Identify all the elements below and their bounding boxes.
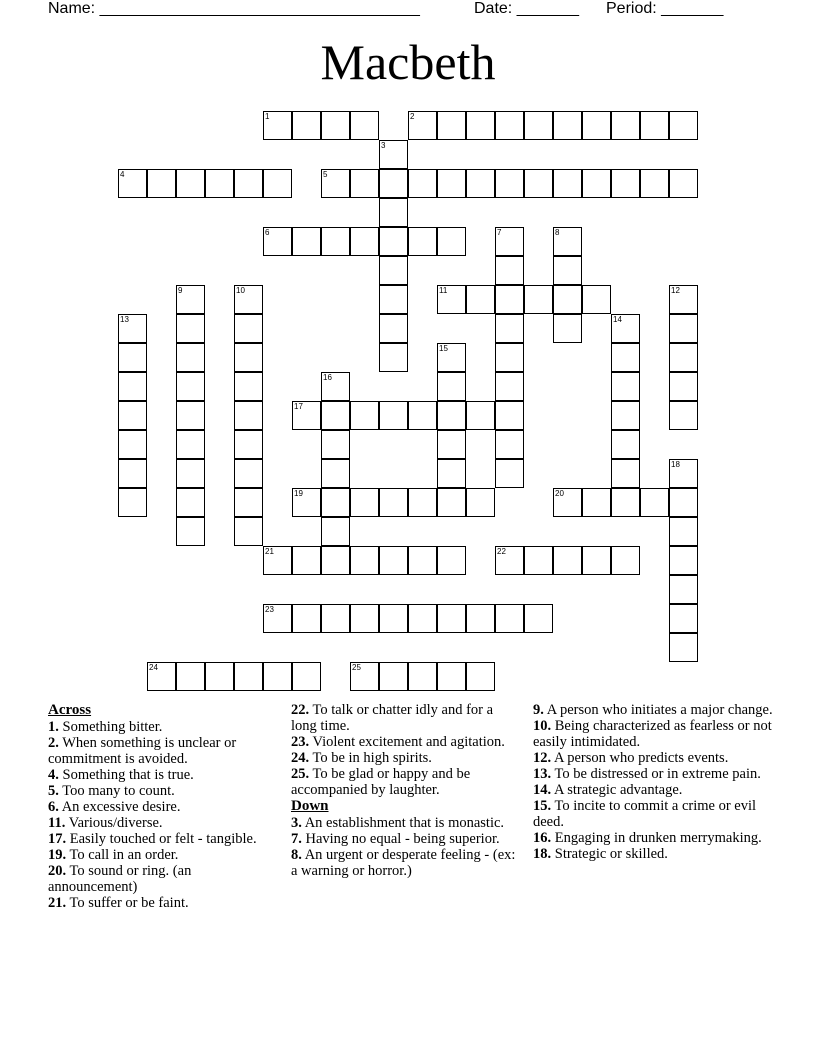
clue-number-15: 15 — [439, 344, 448, 353]
clue-across-6: 6. An excessive desire. — [48, 799, 181, 815]
grid-cell[interactable] — [466, 401, 495, 430]
grid-cell[interactable] — [321, 604, 350, 633]
grid-cell[interactable] — [553, 285, 582, 314]
grid-cell[interactable] — [408, 227, 437, 256]
grid-cell[interactable] — [669, 575, 698, 604]
grid-cell[interactable] — [640, 169, 669, 198]
grid-cell[interactable] — [176, 517, 205, 546]
grid-cell[interactable] — [408, 169, 437, 198]
grid-cell[interactable] — [466, 285, 495, 314]
grid-cell[interactable] — [669, 372, 698, 401]
grid-cell[interactable] — [611, 546, 640, 575]
clue-number-20: 20 — [555, 489, 564, 498]
grid-cell[interactable] — [669, 517, 698, 546]
grid-cell[interactable] — [669, 633, 698, 662]
grid-cell[interactable] — [379, 285, 408, 314]
clue-across-19: 19. To call in an order. — [48, 847, 179, 863]
clue-number-18: 18 — [671, 460, 680, 469]
grid-cell[interactable] — [669, 546, 698, 575]
grid-cell[interactable] — [640, 111, 669, 140]
grid-cell[interactable] — [437, 169, 466, 198]
grid-cell[interactable] — [176, 430, 205, 459]
grid-cell[interactable] — [495, 285, 524, 314]
grid-cell[interactable] — [669, 111, 698, 140]
grid-cell[interactable] — [379, 546, 408, 575]
grid-cell[interactable] — [582, 285, 611, 314]
clue-across-17: 17. Easily touched or felt - tangible. — [48, 831, 257, 847]
grid-cell[interactable] — [524, 546, 553, 575]
name-field[interactable]: Name: ____________________________________ — [48, 0, 420, 17]
clue-number-8: 8 — [555, 228, 560, 237]
clue-number-14: 14 — [613, 315, 622, 324]
grid-cell[interactable] — [379, 662, 408, 691]
clue-number-4: 4 — [120, 170, 125, 179]
grid-cell[interactable] — [495, 343, 524, 372]
grid-cell[interactable] — [669, 488, 698, 517]
grid-cell[interactable] — [379, 198, 408, 227]
clue-column-1 — [48, 702, 276, 911]
puzzle-title: Macbeth — [320, 34, 496, 90]
period-field[interactable]: Period: _______ — [606, 0, 724, 17]
grid-cell[interactable] — [176, 488, 205, 517]
grid-cell[interactable] — [669, 169, 698, 198]
clue-down-15: 15. To incite to commit a crime or evil deed. — [533, 798, 757, 830]
clue-down-8: 8. An urgent or desperate feeling - (ex: a warning or horror.) — [291, 847, 516, 879]
clue-number-17: 17 — [294, 402, 303, 411]
grid-cell[interactable] — [321, 227, 350, 256]
grid-cell[interactable] — [118, 372, 147, 401]
clue-number-22: 22 — [497, 547, 506, 556]
grid-cell[interactable] — [321, 401, 350, 430]
grid-cell[interactable] — [669, 314, 698, 343]
grid-cell[interactable] — [437, 111, 466, 140]
grid-cell[interactable] — [379, 343, 408, 372]
grid-cell[interactable] — [176, 372, 205, 401]
across-heading: Across — [48, 702, 92, 718]
grid-cell[interactable] — [524, 285, 553, 314]
grid-cell[interactable] — [495, 604, 524, 633]
clue-down-13: 13. To be distressed or in extreme pain. — [533, 766, 761, 782]
grid-cell[interactable] — [611, 343, 640, 372]
grid-cell[interactable] — [640, 488, 669, 517]
grid-cell[interactable] — [582, 111, 611, 140]
grid-cell[interactable] — [466, 111, 495, 140]
grid-cell[interactable] — [234, 401, 263, 430]
clue-across-22: 22. To talk or chatter idly and for a long time. — [291, 702, 494, 734]
clue-down-18: 18. Strategic or skilled. — [533, 846, 668, 862]
grid-cell[interactable] — [611, 459, 640, 488]
grid-cell[interactable] — [350, 604, 379, 633]
date-field[interactable]: Date: _______ — [474, 0, 579, 17]
grid-cell[interactable] — [379, 256, 408, 285]
clue-number-2: 2 — [410, 112, 415, 121]
grid-cell[interactable] — [495, 314, 524, 343]
grid-cell[interactable] — [408, 488, 437, 517]
clue-down-10: 10. Being characterized as fearless or not easily intimidated. — [533, 718, 772, 750]
clue-number-21: 21 — [265, 547, 274, 556]
grid-cell[interactable] — [379, 488, 408, 517]
grid-cell[interactable] — [437, 459, 466, 488]
grid-cell[interactable] — [379, 314, 408, 343]
grid-cell[interactable] — [408, 662, 437, 691]
clue-across-20: 20. To sound or ring. (an announcement) — [48, 863, 192, 895]
grid-cell[interactable] — [408, 546, 437, 575]
grid-cell[interactable] — [176, 662, 205, 691]
grid-cell[interactable] — [553, 111, 582, 140]
grid-cell[interactable] — [669, 401, 698, 430]
clue-number-3: 3 — [381, 141, 386, 150]
grid-cell[interactable] — [118, 430, 147, 459]
grid-cell[interactable] — [234, 517, 263, 546]
grid-cell[interactable] — [524, 604, 553, 633]
grid-cell[interactable] — [379, 227, 408, 256]
grid-cell[interactable] — [234, 459, 263, 488]
grid-cell[interactable] — [321, 488, 350, 517]
grid-cell[interactable] — [205, 662, 234, 691]
grid-cell[interactable] — [118, 459, 147, 488]
clue-column-2 — [291, 702, 516, 879]
grid-cell[interactable] — [176, 169, 205, 198]
grid-cell[interactable] — [582, 546, 611, 575]
grid-cell[interactable] — [350, 111, 379, 140]
grid-cell[interactable] — [118, 343, 147, 372]
clue-across-11: 11. Various/diverse. — [48, 815, 163, 831]
clue-across-5: 5. Too many to count. — [48, 783, 175, 799]
clue-down-7: 7. Having no equal - being superior. — [291, 831, 500, 847]
grid-cell[interactable] — [234, 488, 263, 517]
grid-cell[interactable] — [263, 662, 292, 691]
clue-column-3 — [533, 702, 773, 862]
grid-cell[interactable] — [437, 662, 466, 691]
grid-cell[interactable] — [669, 343, 698, 372]
grid-cell[interactable] — [147, 169, 176, 198]
clue-down-14: 14. A strategic advantage. — [533, 782, 683, 798]
grid-cell[interactable] — [553, 546, 582, 575]
clue-number-23: 23 — [265, 605, 274, 614]
grid-cell[interactable] — [611, 111, 640, 140]
clue-number-24: 24 — [149, 663, 158, 672]
grid-cell[interactable] — [234, 343, 263, 372]
grid-cell[interactable] — [234, 169, 263, 198]
grid-cell[interactable] — [234, 372, 263, 401]
grid-cell[interactable] — [437, 227, 466, 256]
grid-cell[interactable] — [176, 343, 205, 372]
grid-cell[interactable] — [669, 604, 698, 633]
grid-cell[interactable] — [495, 459, 524, 488]
grid-cell[interactable] — [437, 546, 466, 575]
clue-number-7: 7 — [497, 228, 502, 237]
grid-cell[interactable] — [437, 372, 466, 401]
grid-cell[interactable] — [321, 517, 350, 546]
grid-cell[interactable] — [495, 401, 524, 430]
clue-across-1: 1. Something bitter. — [48, 719, 163, 735]
clue-down-12: 12. A person who predicts events. — [533, 750, 729, 766]
grid-cell[interactable] — [495, 111, 524, 140]
grid-cell[interactable] — [118, 401, 147, 430]
grid-cell[interactable] — [466, 604, 495, 633]
grid-cell[interactable] — [350, 488, 379, 517]
clue-number-11: 11 — [439, 286, 448, 295]
grid-cell[interactable] — [582, 488, 611, 517]
clue-across-2: 2. When something is unclear or commitment is avoided. — [48, 735, 237, 767]
clue-number-10: 10 — [236, 286, 245, 295]
grid-cell[interactable] — [437, 430, 466, 459]
grid-cell[interactable] — [292, 662, 321, 691]
grid-cell[interactable] — [466, 488, 495, 517]
clue-down-9: 9. A person who initiates a major change. — [533, 702, 773, 718]
grid-cell[interactable] — [321, 430, 350, 459]
grid-cell[interactable] — [176, 401, 205, 430]
grid-cell[interactable] — [495, 169, 524, 198]
clue-across-23: 23. Violent excitement and agitation. — [291, 734, 505, 750]
grid-cell[interactable] — [321, 459, 350, 488]
grid-cell[interactable] — [321, 546, 350, 575]
grid-cell[interactable] — [234, 314, 263, 343]
grid-cell[interactable] — [379, 169, 408, 198]
grid-cell[interactable] — [118, 488, 147, 517]
grid-cell[interactable] — [524, 169, 553, 198]
grid-cell[interactable] — [553, 314, 582, 343]
grid-cell[interactable] — [379, 604, 408, 633]
grid-cell[interactable] — [611, 430, 640, 459]
grid-cell[interactable] — [466, 662, 495, 691]
clue-number-13: 13 — [120, 315, 129, 324]
grid-cell[interactable] — [437, 401, 466, 430]
clue-number-19: 19 — [294, 489, 303, 498]
grid-cell[interactable] — [176, 314, 205, 343]
grid-cell[interactable] — [611, 488, 640, 517]
grid-cell[interactable] — [611, 169, 640, 198]
grid-cell[interactable] — [292, 546, 321, 575]
grid-cell[interactable] — [466, 169, 495, 198]
grid-cell[interactable] — [495, 372, 524, 401]
grid-cell[interactable] — [553, 256, 582, 285]
grid-cell[interactable] — [205, 169, 234, 198]
clue-number-1: 1 — [265, 112, 270, 121]
clue-across-25: 25. To be glad or happy and be accompanied by laughter. — [291, 766, 471, 798]
grid-cell[interactable] — [263, 169, 292, 198]
down-heading: Down — [291, 798, 329, 814]
clue-number-25: 25 — [352, 663, 361, 672]
grid-cell[interactable] — [350, 546, 379, 575]
clue-number-16: 16 — [323, 373, 332, 382]
grid-cell[interactable] — [553, 169, 582, 198]
clue-across-21: 21. To suffer or be faint. — [48, 895, 189, 911]
grid-cell[interactable] — [350, 227, 379, 256]
grid-cell[interactable] — [408, 401, 437, 430]
grid-cell[interactable] — [582, 169, 611, 198]
grid-cell[interactable] — [234, 430, 263, 459]
grid-cell[interactable] — [408, 604, 437, 633]
grid-cell[interactable] — [437, 488, 466, 517]
grid-cell[interactable] — [176, 459, 205, 488]
grid-cell[interactable] — [292, 111, 321, 140]
grid-cell[interactable] — [495, 256, 524, 285]
clue-number-6: 6 — [265, 228, 270, 237]
clue-number-12: 12 — [671, 286, 680, 295]
grid-cell[interactable] — [524, 111, 553, 140]
grid-cell[interactable] — [234, 662, 263, 691]
grid-cell[interactable] — [292, 227, 321, 256]
grid-cell[interactable] — [379, 401, 408, 430]
grid-cell[interactable] — [437, 604, 466, 633]
grid-cell[interactable] — [350, 401, 379, 430]
grid-cell[interactable] — [350, 169, 379, 198]
clue-down-3: 3. An establishment that is monastic. — [291, 815, 505, 831]
grid-cell[interactable] — [495, 430, 524, 459]
grid-cell[interactable] — [292, 604, 321, 633]
clue-across-4: 4. Something that is true. — [48, 767, 194, 783]
clue-across-24: 24. To be in high spirits. — [291, 750, 432, 766]
clue-number-9: 9 — [178, 286, 183, 295]
grid-cell[interactable] — [611, 372, 640, 401]
grid-cell[interactable] — [611, 401, 640, 430]
grid-cell[interactable] — [321, 111, 350, 140]
clue-number-5: 5 — [323, 170, 328, 179]
clue-down-16: 16. Engaging in drunken merrymaking. — [533, 830, 762, 846]
